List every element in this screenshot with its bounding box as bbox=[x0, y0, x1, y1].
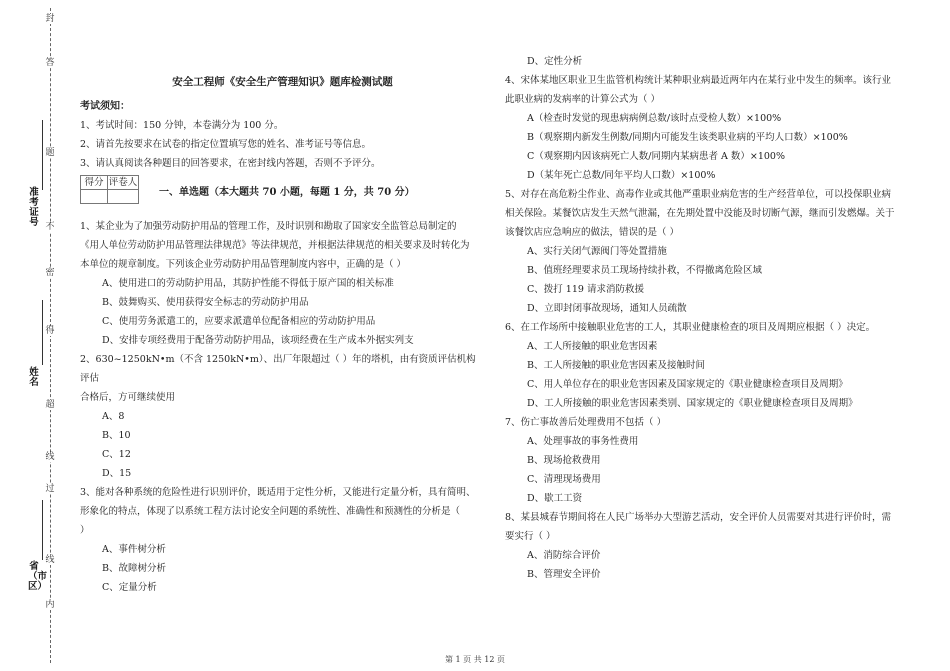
seal-word: 线 bbox=[45, 555, 55, 565]
question-block bbox=[505, 318, 915, 413]
left-question-list bbox=[80, 217, 485, 597]
question-option: B、现场抢救费用 bbox=[527, 455, 601, 466]
exam-number-label: 准考证号 bbox=[29, 187, 39, 228]
notice-heading: 考试须知： bbox=[80, 101, 130, 112]
question-block bbox=[80, 350, 485, 483]
page-footer: 第 1 页 共 12 页 bbox=[445, 655, 505, 664]
question-option: C、拨打 119 请求消防救援 bbox=[527, 284, 644, 295]
question-option: B、10 bbox=[102, 430, 131, 441]
question-option: D、工人所接触的职业危害因素类别、国家规定的《职业健康检查项目及周期》 bbox=[527, 398, 858, 409]
question-option: D、安排专项经费用于配备劳动防护用品，该项经费在生产成本外据实列支 bbox=[102, 335, 414, 346]
question-option: B、工人所接触的职业危害因素及接触时间 bbox=[527, 360, 705, 371]
seal-word: 过 bbox=[45, 484, 55, 494]
question-text: 要实行（ ） bbox=[505, 531, 556, 542]
question-option: A、实行关闭气源阀门等处置措施 bbox=[527, 246, 667, 257]
seal-word: 答 bbox=[45, 58, 55, 68]
question-text: 本单位的规章制度。下列该企业劳动防护用品管理制度内容中，正确的是（ ） bbox=[80, 259, 407, 270]
question-text: 3、能对各种系统的危险性进行识别评价，既适用于定性分析，又能进行定量分析，具有简明、 bbox=[80, 487, 476, 498]
question-text: 此职业病的发病率的计算公式为（ ） bbox=[505, 94, 661, 105]
seal-word: 题 bbox=[45, 148, 55, 158]
notice-item: 2、请首先按要求在试卷的指定位置填写您的姓名、准考证号等信息。 bbox=[80, 139, 372, 150]
question-option: A、处理事故的事务性费用 bbox=[527, 436, 639, 447]
question-option: C（观察期内因该病死亡人数/同期内某病患者 A 数）×100% bbox=[527, 151, 785, 162]
question-option: C、定量分析 bbox=[102, 582, 157, 593]
question-text: 7、伤亡事故善后处理费用不包括（ ） bbox=[505, 417, 667, 428]
question-option: C、使用劳务派遣工的，应要求派遣单位配备相应的劳动防护用品 bbox=[102, 316, 376, 327]
question-block bbox=[505, 185, 915, 318]
question-option: A、事件树分析 bbox=[102, 544, 166, 555]
question-block bbox=[505, 508, 915, 584]
notice-item: 3、请认真阅读各种题目的回答要求，在密封线内答题，否则不予评分。 bbox=[80, 158, 381, 169]
score-blank-row[interactable] bbox=[81, 189, 138, 203]
question-option: D、歇工工资 bbox=[527, 493, 583, 504]
notice-item: 1、考试时间：150 分钟，本卷满分为 100 分。 bbox=[80, 120, 284, 131]
page-title: 安全工程师《安全生产管理知识》题库检测试题 bbox=[172, 76, 393, 88]
province-label: 省（市区） bbox=[28, 561, 48, 592]
seal-word: 得 bbox=[45, 326, 55, 336]
question-option: A（检查时发觉的现患病病例总数/该时点受检人数）×100% bbox=[527, 113, 782, 124]
question-option: D、定性分析 bbox=[527, 56, 583, 67]
seal-word: 线 bbox=[45, 452, 55, 462]
fill-line bbox=[42, 120, 43, 190]
question-text: 《用人单位劳动防护用品管理法律规范》等法律规范，并根据法律规范的相关要求及时转化为 bbox=[80, 240, 470, 251]
question-option: B（观察期内新发生例数/同期内可能发生该类职业病的平均人口数）×100% bbox=[527, 132, 848, 143]
fill-line bbox=[42, 500, 43, 560]
score-row bbox=[80, 174, 485, 204]
question-text: 2、630~1250kN•m（不含 1250kN•m）、出厂年限超过（ ）年的塔机，由有资质评估机构评估 bbox=[80, 354, 476, 384]
question-option: C、用人单位存在的职业危害因素及国家规定的《职业健康检查项目及周期》 bbox=[527, 379, 848, 390]
question-option: B、值班经理要求员工现场持续扑救，不得撤离危险区域 bbox=[527, 265, 762, 276]
grader-label: 评卷人 bbox=[108, 177, 138, 188]
question-block bbox=[80, 217, 485, 350]
seal-word: 超 bbox=[45, 400, 55, 410]
left-column bbox=[80, 72, 485, 597]
question-option: D（某年死亡总数/同年平均人口数）×100% bbox=[527, 170, 716, 181]
question-text: 5、对存在高危粉尘作业、高毒作业或其他严重职业病危害的生产经营单位，可以投保职业病 bbox=[505, 189, 892, 200]
question-text: ） bbox=[80, 525, 90, 536]
question-option: C、12 bbox=[102, 449, 131, 460]
question-text: 形象化的特点，体现了以系统工程方法讨论安全问题的系统性、准确性和预测性的分析是（ bbox=[80, 506, 461, 517]
question-text: 6、在工作场所中接触职业危害的工人，其职业健康检查的项目及周期应根据（ ）决定。 bbox=[505, 322, 876, 333]
fill-line bbox=[42, 300, 43, 365]
question-option: A、使用进口的劳动防护用品，其防护性能不得低于原产国的相关标准 bbox=[102, 278, 394, 289]
score-label: 得分 bbox=[81, 176, 108, 189]
question-option: D、15 bbox=[102, 468, 132, 479]
seal-word: 密 bbox=[45, 268, 55, 278]
question-text: 该餐饮店应急响应的做法，错误的是（ ） bbox=[505, 227, 680, 238]
seal-word: 不 bbox=[45, 222, 55, 232]
question-option: A、8 bbox=[102, 411, 125, 422]
name-label: 姓名 bbox=[29, 367, 39, 388]
question-option: A、工人所接触的职业危害因素 bbox=[527, 341, 658, 352]
question-option: A、消防综合评价 bbox=[527, 550, 601, 561]
question-option: B、鼓舞购买、使用获得安全标志的劳动防护用品 bbox=[102, 297, 309, 308]
question-block bbox=[80, 483, 485, 597]
question-text: 4、宋体某地区职业卫生监管机构统计某种职业病最近两年内在某行业中发生的频率。该行业 bbox=[505, 75, 892, 86]
section-title: 一、单选题（本大题共 70 小题，每题 1 分，共 70 分） bbox=[159, 187, 415, 198]
question-text: 8、某县城春节期间将在人民广场举办大型游艺活动，安全评价人员需要对其进行评价时，需 bbox=[505, 512, 892, 523]
question-option: C、清理现场费用 bbox=[527, 474, 601, 485]
question-block bbox=[505, 71, 915, 185]
question-text: 1、某企业为了加强劳动防护用品的管理工作，及时识别和勘取了国家安全监管总局制定的 bbox=[80, 221, 457, 232]
question-option: D、立即封闭事故现场，通知人员疏散 bbox=[527, 303, 687, 314]
question-option: B、管理安全评价 bbox=[527, 569, 601, 580]
right-column bbox=[505, 56, 915, 584]
seal-word: 内 bbox=[45, 600, 55, 610]
binding-margin bbox=[0, 0, 72, 671]
seal-word: 封 bbox=[45, 14, 55, 24]
score-box bbox=[80, 175, 139, 204]
right-question-list bbox=[505, 71, 915, 584]
question-option: B、故障树分析 bbox=[102, 563, 166, 574]
question-text: 相关保险。某餐饮店发生天然气泄漏，在先期处置中没能及时切断气源，继而引发燃爆。关于 bbox=[505, 208, 895, 219]
question-text: 合格后，方可继续使用 bbox=[80, 392, 176, 403]
question-block bbox=[505, 413, 915, 508]
